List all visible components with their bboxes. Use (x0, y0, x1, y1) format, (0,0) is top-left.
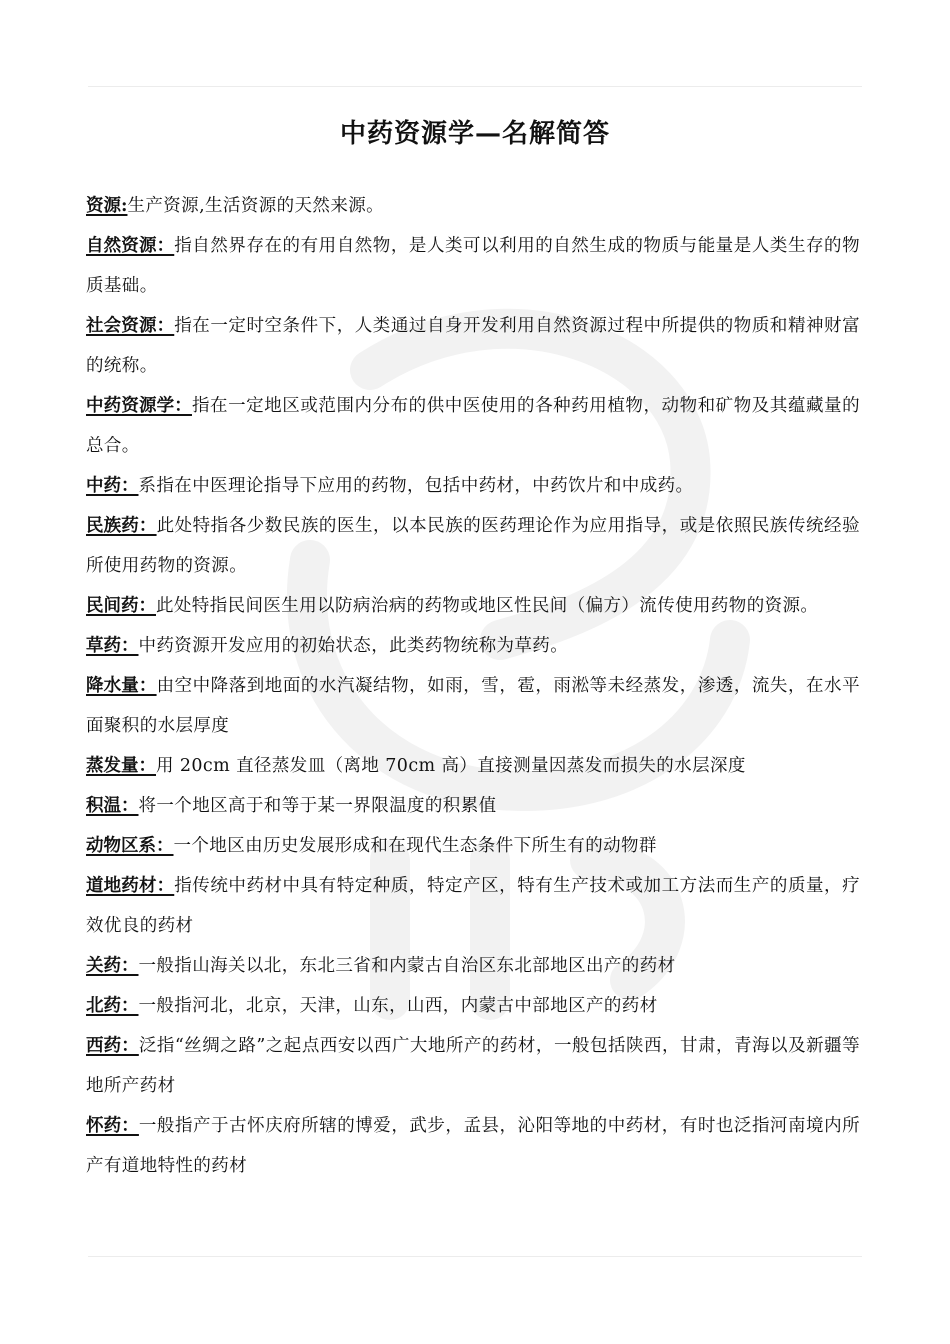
entry-definition: 此处特指各少数民族的医生，以本民族的医药理论作为应用指导，或是依照民族传统经验所使用药物的资源。 (86, 516, 860, 576)
glossary-list (86, 186, 860, 1186)
entry-term: 道地药材： (86, 876, 175, 896)
entry-definition: 指在一定地区或范围内分布的供中医使用的各种药用植物，动物和矿物及其蕴藏量的总合。 (86, 396, 860, 456)
entry-term: 北药： (86, 996, 139, 1016)
entry-definition: 指自然界存在的有用自然物，是人类可以利用的自然生成的物质与能量是人类生存的物质基础。 (86, 236, 860, 296)
entry-definition: 系指在中医理论指导下应用的药物，包括中药材，中药饮片和中成药。 (138, 476, 694, 496)
header-rule (88, 86, 862, 87)
glossary-entry (86, 666, 860, 746)
glossary-entry (86, 1106, 860, 1186)
entry-definition: 一般指河北，北京，天津，山东，山西，内蒙古中部地区产的药材 (138, 996, 658, 1016)
glossary-entry (86, 946, 860, 986)
entry-definition: 用 20cm 直径蒸发皿（离地 70cm 高）直接测量因蒸发而损失的水层深度 (156, 756, 746, 776)
entry-definition: 生产资源,生活资源的天然来源。 (127, 196, 385, 216)
entry-term: 动物区系： (86, 836, 174, 856)
glossary-entry (86, 226, 860, 306)
entry-term: 蒸发量： (86, 756, 156, 776)
glossary-entry (86, 586, 860, 626)
entry-definition: 一般指产于古怀庆府所辖的博爱，武步，孟县，沁阳等地的中药材，有时也泛指河南境内所产有道地特性的药材 (86, 1116, 861, 1176)
entry-definition: 由空中降落到地面的水汽凝结物，如雨，雪，雹，雨淞等未经蒸发，渗透，流失，在水平面聚积的水层厚度 (86, 676, 860, 736)
entry-term: 自然资源： (86, 236, 175, 256)
page-title: 中药资源学—名解简答 (339, 119, 610, 149)
entry-term: 西药： (86, 1036, 139, 1056)
glossary-entry (86, 466, 860, 506)
glossary-entry (86, 186, 860, 226)
glossary-entry (86, 746, 860, 786)
glossary-entry (86, 506, 860, 586)
entry-term: 中药： (86, 476, 139, 496)
entry-term: 民族药： (86, 516, 157, 536)
entry-term: 积温： (86, 796, 139, 816)
glossary-entry (86, 786, 860, 826)
glossary-entry (86, 866, 860, 946)
entry-term: 中药资源学： (86, 396, 192, 416)
entry-definition: 指传统中药材中具有特定种质，特定产区，特有生产技术或加工方法而生产的质量，疗效优良的药材 (86, 876, 860, 936)
glossary-entry (86, 306, 860, 386)
entry-definition: 此处特指民间医生用以防病治病的药物或地区性民间（偏方）流传使用药物的资源。 (156, 596, 819, 616)
entry-definition: 一般指山海关以北，东北三省和内蒙古自治区东北部地区出产的药材 (138, 956, 676, 976)
entry-term: 民间药： (86, 596, 156, 616)
entry-term: 关药： (86, 956, 139, 976)
entry-definition: 将一个地区高于和等于某一界限温度的积累值 (138, 796, 497, 816)
glossary-entry (86, 826, 860, 866)
entry-term: 怀药： (86, 1116, 139, 1136)
entry-definition: 一个地区由历史发展形成和在现代生态条件下所生有的动物群 (173, 836, 657, 856)
entry-definition: 中药资源开发应用的初始状态，此类药物统称为草药。 (138, 636, 569, 656)
glossary-entry (86, 986, 860, 1026)
entry-term: 社会资源： (86, 316, 175, 336)
footer-rule (88, 1256, 862, 1257)
entry-definition: 泛指“丝绸之路”之起点西安以西广大地所产的药材，一般包括陕西，甘肃，青海以及新疆等地所产药材 (86, 1036, 860, 1096)
entry-term: 资源: (86, 196, 128, 216)
glossary-entry (86, 1026, 860, 1106)
glossary-entry (86, 626, 860, 666)
entry-term: 降水量： (86, 676, 157, 696)
glossary-entry (86, 386, 860, 466)
entry-term: 草药： (86, 636, 139, 656)
entry-definition: 指在一定时空条件下，人类通过自身开发利用自然资源过程中所提供的物质和精神财富的统称。 (86, 316, 860, 376)
